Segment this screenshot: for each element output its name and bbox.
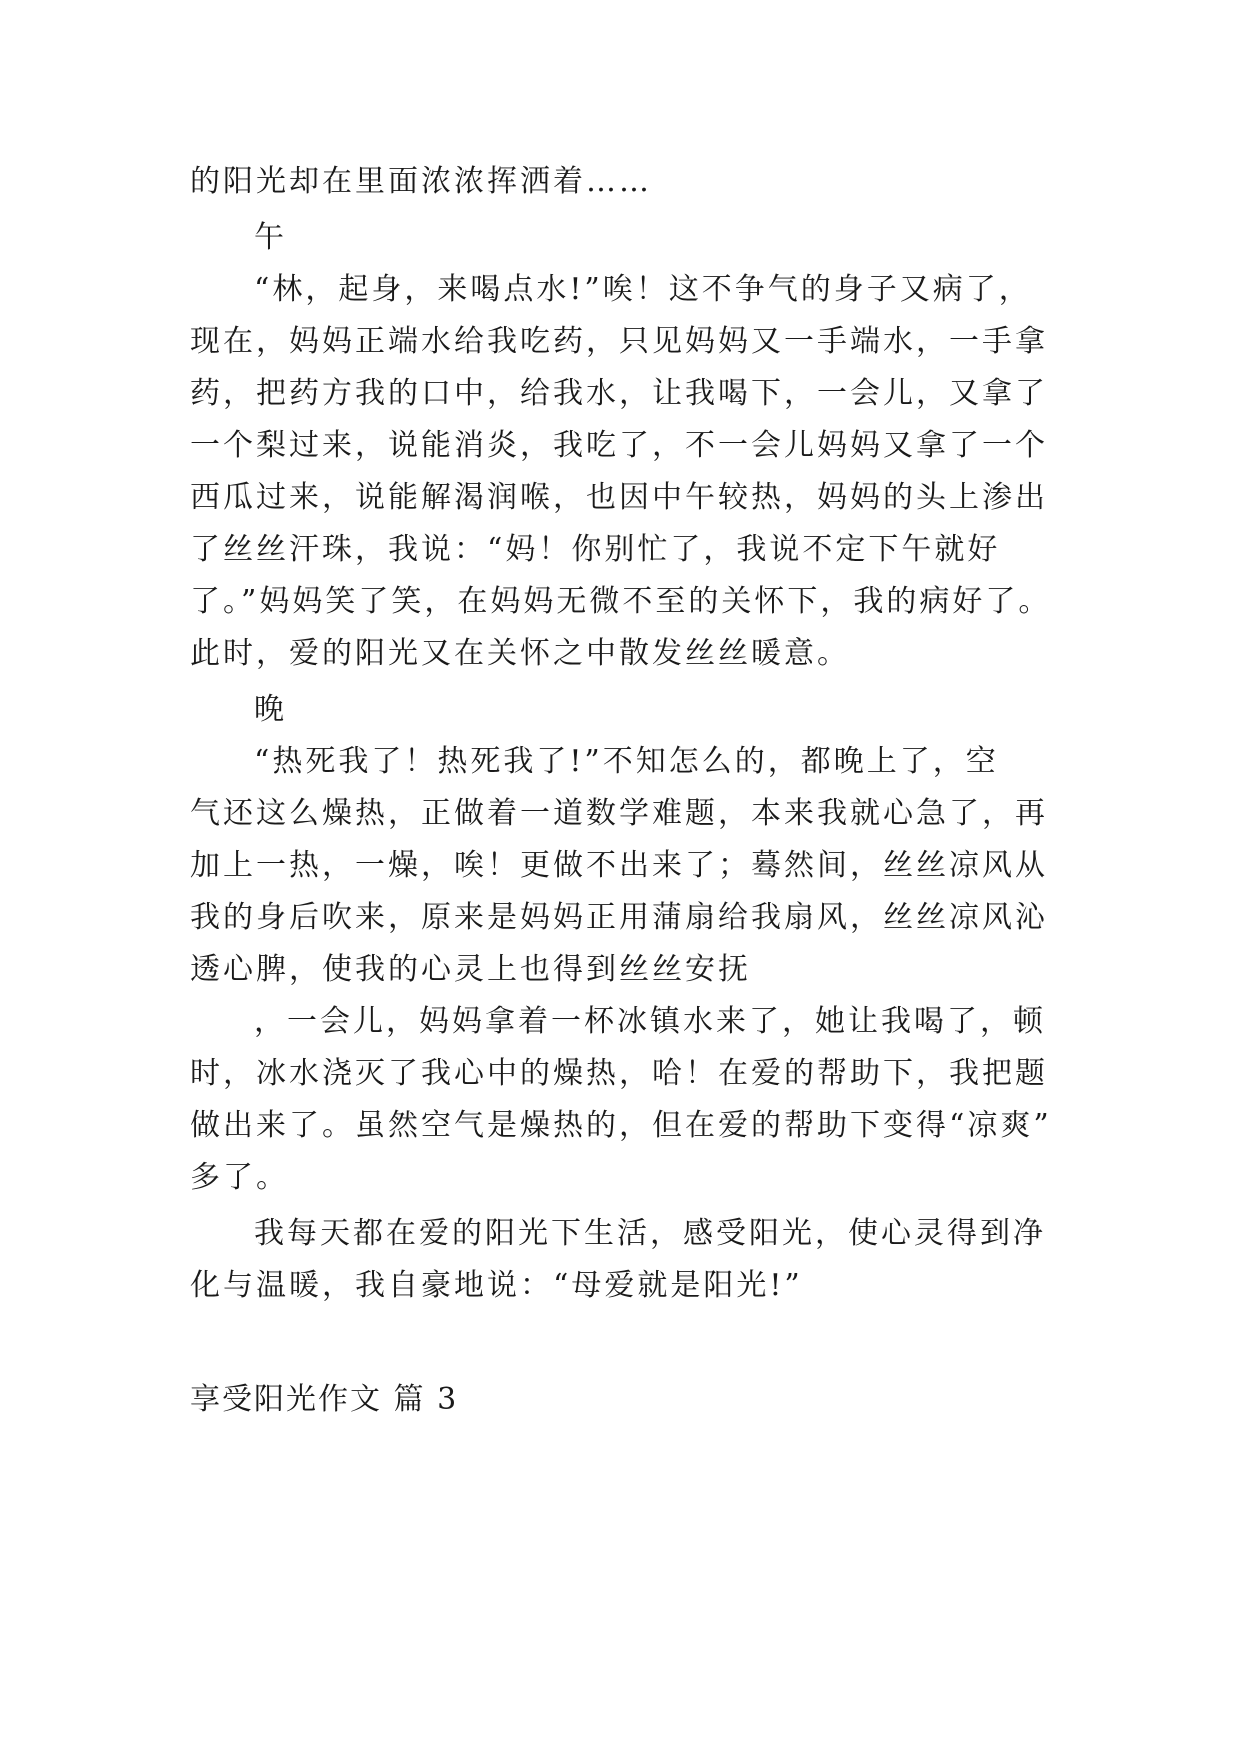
text-line: 多了。 — [190, 1160, 289, 1195]
text-line: 了丝丝汗珠，我说：“妈！你别忙了，我说不定下午就好 — [190, 532, 1001, 567]
text-line: 了。”妈妈笑了笑，在妈妈无微不至的关怀下，我的病好了。 — [190, 584, 1052, 619]
text-line: 的阳光却在里面浓浓挥洒着…… — [190, 164, 652, 199]
text-line: 透心脾，使我的心灵上也得到丝丝安抚 — [190, 952, 751, 987]
text-line: 做出来了。虽然空气是燥热的，但在爱的帮助下变得“凉爽” — [190, 1108, 1052, 1143]
time-heading-noon: 午 — [254, 220, 287, 255]
text-line: 一个梨过来，说能消炎，我吃了，不一会儿妈妈又拿了一个 — [190, 428, 1048, 463]
time-heading-evening: 晚 — [254, 692, 287, 727]
text-line: 现在，妈妈正端水给我吃药，只见妈妈又一手端水，一手拿 — [190, 324, 1048, 359]
text-line: 气还这么燥热，正做着一道数学难题，本来我就心急了，再 — [190, 796, 1048, 831]
section-heading: 享受阳光作文 篇 3 — [190, 1382, 459, 1417]
text-line: 我每天都在爱的阳光下生活，感受阳光，使心灵得到净 — [254, 1216, 1046, 1251]
text-line: 加上一热，一燥，唉！更做不出来了；蓦然间，丝丝凉风从 — [190, 848, 1048, 883]
text-line: 药，把药方我的口中，给我水，让我喝下，一会儿，又拿了 — [190, 376, 1048, 411]
text-line: 西瓜过来，说能解渴润喉，也因中午较热，妈妈的头上渗出 — [190, 480, 1048, 515]
text-line: “热死我了！热死我了!”不知怎么的，都晚上了，空 — [254, 744, 999, 779]
text-line: 我的身后吹来，原来是妈妈正用蒲扇给我扇风，丝丝凉风沁 — [190, 900, 1048, 935]
text-line: 时，冰水浇灭了我心中的燥热，哈！在爱的帮助下，我把题 — [190, 1056, 1048, 1091]
text-line: 化与温暖，我自豪地说：“母爱就是阳光!” — [190, 1268, 803, 1303]
text-line: “林，起身，来喝点水!”唉！这不争气的身子又病了， — [254, 272, 1032, 307]
text-line: 此时，爱的阳光又在关怀之中散发丝丝暖意。 — [190, 636, 850, 671]
text-line: ，一会儿，妈妈拿着一杯冰镇水来了，她让我喝了，顿 — [254, 1004, 1046, 1039]
